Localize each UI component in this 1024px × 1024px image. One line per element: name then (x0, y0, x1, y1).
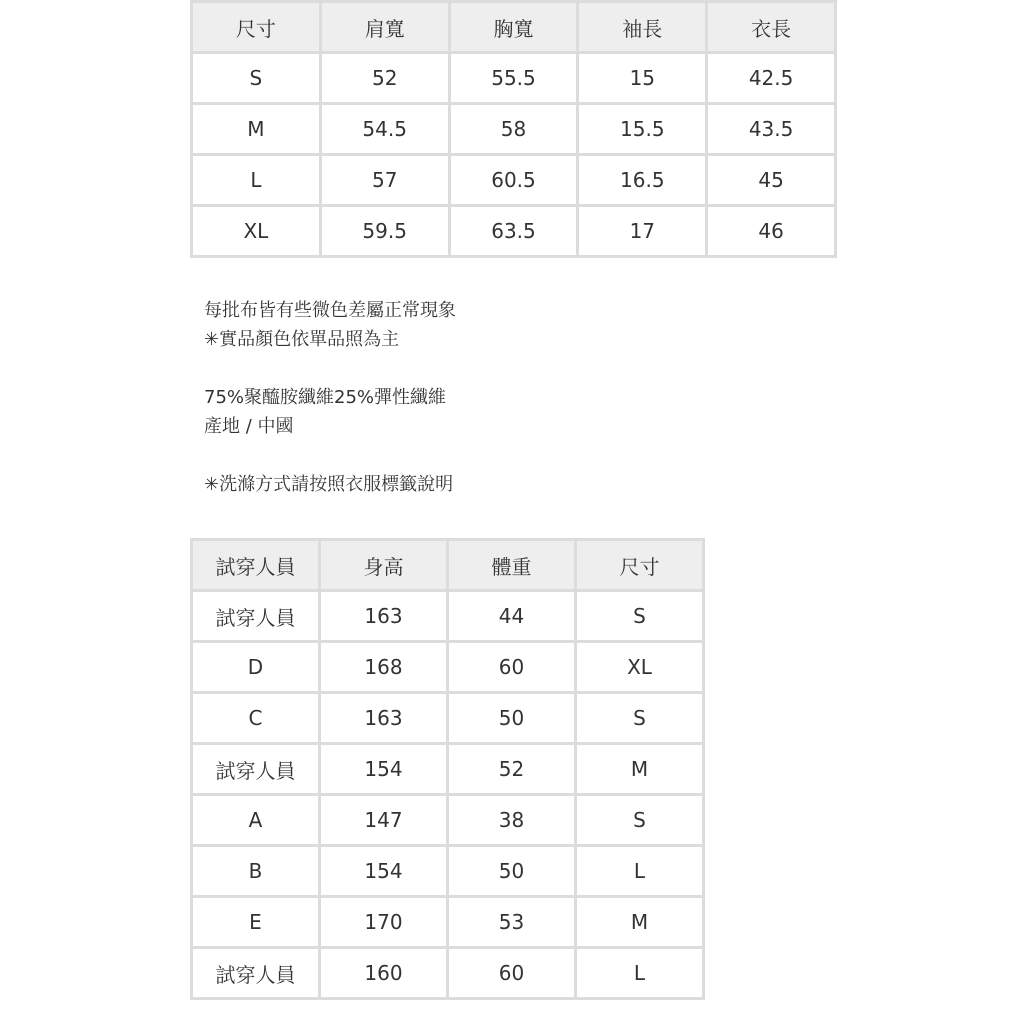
header-shoulder-width: 肩寬 (320, 2, 449, 53)
table-cell: 52 (448, 744, 576, 795)
table-cell: 60 (448, 642, 576, 693)
table-cell: 試穿人員 (192, 948, 320, 999)
table-cell: 43.5 (707, 104, 836, 155)
table-row (192, 948, 704, 999)
table-cell: 168 (320, 642, 448, 693)
table-cell: 60.5 (449, 155, 578, 206)
table-row (192, 846, 704, 897)
table-cell: B (192, 846, 320, 897)
actual-color-note: ✳實品顏色依單品照為主 (204, 329, 400, 350)
table-cell: 17 (578, 206, 707, 257)
table-cell: S (192, 53, 321, 104)
table-cell: C (192, 693, 320, 744)
table-row (192, 53, 836, 104)
table-cell: 45 (707, 155, 836, 206)
table-row (192, 897, 704, 948)
table-cell: 50 (448, 693, 576, 744)
spacer (204, 441, 804, 470)
table-cell: 42.5 (707, 53, 836, 104)
table-cell: 60 (448, 948, 576, 999)
table-row (192, 591, 704, 642)
table-cell: E (192, 897, 320, 948)
table-cell: 58 (449, 104, 578, 155)
table-cell: 163 (320, 693, 448, 744)
header-height: 身高 (320, 540, 448, 591)
table-cell: 57 (320, 155, 449, 206)
table-cell: S (576, 693, 704, 744)
table-row (192, 206, 836, 257)
table-cell: 63.5 (449, 206, 578, 257)
color-variation-note: 每批布皆有些微色差屬正常現象 (204, 300, 456, 321)
table-cell: 16.5 (578, 155, 707, 206)
table-cell: 53 (448, 897, 576, 948)
table-cell: 46 (707, 206, 836, 257)
table-row (192, 642, 704, 693)
table-cell: 147 (320, 795, 448, 846)
header-size: 尺寸 (192, 2, 321, 53)
table-cell: 154 (320, 744, 448, 795)
product-notes (204, 296, 804, 499)
table-cell: 15 (578, 53, 707, 104)
table-cell: 50 (448, 846, 576, 897)
header-chest-width: 胸寬 (449, 2, 578, 53)
header-size: 尺寸 (576, 540, 704, 591)
model-fit-header-row (192, 540, 704, 591)
table-cell: D (192, 642, 320, 693)
table-cell: L (192, 155, 321, 206)
table-cell: L (576, 948, 704, 999)
washing-instructions: ✳洗滌方式請按照衣服標籤說明 (204, 474, 454, 495)
table-cell: 54.5 (320, 104, 449, 155)
table-cell: 154 (320, 846, 448, 897)
header-garment-length: 衣長 (707, 2, 836, 53)
table-cell: M (576, 744, 704, 795)
table-cell: 55.5 (449, 53, 578, 104)
header-weight: 體重 (448, 540, 576, 591)
table-cell: 52 (320, 53, 449, 104)
table-row (192, 795, 704, 846)
table-cell: 15.5 (578, 104, 707, 155)
size-chart-header-row (192, 2, 836, 53)
spacer (204, 354, 804, 383)
model-fit-table (190, 538, 705, 1000)
header-sleeve-length: 袖長 (578, 2, 707, 53)
table-cell: A (192, 795, 320, 846)
table-row (192, 744, 704, 795)
material-composition: 75%聚醯胺纖維25%彈性纖維 (204, 387, 447, 408)
country-of-origin: 產地 / 中國 (204, 416, 294, 437)
table-cell: 試穿人員 (192, 591, 320, 642)
table-row (192, 104, 836, 155)
table-cell: L (576, 846, 704, 897)
header-model: 試穿人員 (192, 540, 320, 591)
table-cell: 170 (320, 897, 448, 948)
table-cell: 44 (448, 591, 576, 642)
table-cell: S (576, 591, 704, 642)
table-cell: M (576, 897, 704, 948)
table-cell: 試穿人員 (192, 744, 320, 795)
table-row (192, 693, 704, 744)
table-cell: XL (576, 642, 704, 693)
table-cell: 59.5 (320, 206, 449, 257)
table-cell: 38 (448, 795, 576, 846)
table-cell: XL (192, 206, 321, 257)
size-chart-table (190, 0, 837, 258)
table-cell: S (576, 795, 704, 846)
table-cell: M (192, 104, 321, 155)
table-cell: 163 (320, 591, 448, 642)
table-row (192, 155, 836, 206)
table-cell: 160 (320, 948, 448, 999)
